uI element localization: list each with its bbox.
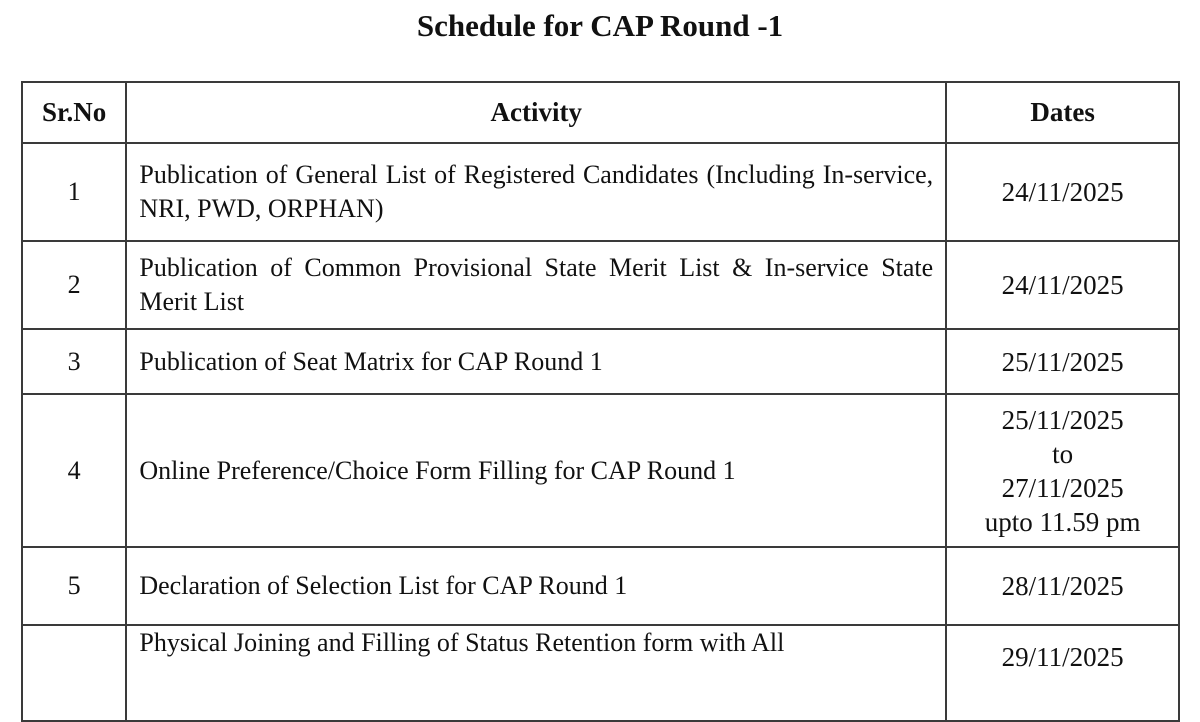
table-row — [22, 143, 1179, 241]
table-header-row — [22, 82, 1179, 143]
activity-cell: Online Preference/Choice Form Filling for CAP Round 1 — [126, 394, 946, 547]
table-row — [22, 241, 1179, 329]
header-sr-no: Sr.No — [22, 82, 126, 143]
dates-cell — [946, 143, 1179, 241]
activity-cell: Publication of General List of Registered Candidates (Including In-service, NRI, PWD, ORPHAN) — [126, 143, 946, 241]
dates-cell — [946, 241, 1179, 329]
sr-no-cell: 4 — [22, 394, 126, 547]
dates-cell — [946, 625, 1179, 721]
date-end-text: 27/11/2025 — [1001, 472, 1124, 503]
header-dates: Dates — [946, 82, 1179, 143]
activity-cell: Declaration of Selection List for CAP Round 1 — [126, 547, 946, 625]
sr-no-cell: 3 — [22, 329, 126, 394]
date-text: 29/11/2025 — [1001, 642, 1124, 672]
table-row — [22, 625, 1179, 721]
schedule-table — [21, 81, 1180, 722]
date-text: 24/11/2025 — [1001, 270, 1124, 300]
sr-no-cell: 2 — [22, 241, 126, 329]
date-start-text: 25/11/2025 — [1001, 404, 1124, 435]
table-row — [22, 547, 1179, 625]
sr-no-cell — [22, 625, 126, 721]
activity-text: Physical Joining and Filling of Status Retention form with All — [139, 628, 785, 657]
table-row — [22, 329, 1179, 394]
activity-cell: Publication of Seat Matrix for CAP Round 1 — [126, 329, 946, 394]
table-row — [22, 394, 1179, 547]
sr-no-cell: 1 — [22, 143, 126, 241]
deadline-time-text: upto 11.59 pm — [984, 506, 1141, 537]
sr-no-cell: 5 — [22, 547, 126, 625]
dates-cell — [946, 394, 1179, 547]
activity-cell — [126, 625, 946, 721]
date-text: 25/11/2025 — [1001, 346, 1124, 377]
date-text: 28/11/2025 — [1001, 571, 1124, 601]
dates-cell — [946, 547, 1179, 625]
header-activity: Activity — [126, 82, 946, 143]
date-text: 24/11/2025 — [1001, 177, 1124, 207]
dates-cell — [946, 329, 1179, 394]
page-title: Schedule for CAP Round -1 — [416, 8, 784, 43]
date-range-separator: to — [1052, 438, 1074, 469]
activity-cell: Publication of Common Provisional State Merit List & In-service State Merit List — [126, 241, 946, 329]
